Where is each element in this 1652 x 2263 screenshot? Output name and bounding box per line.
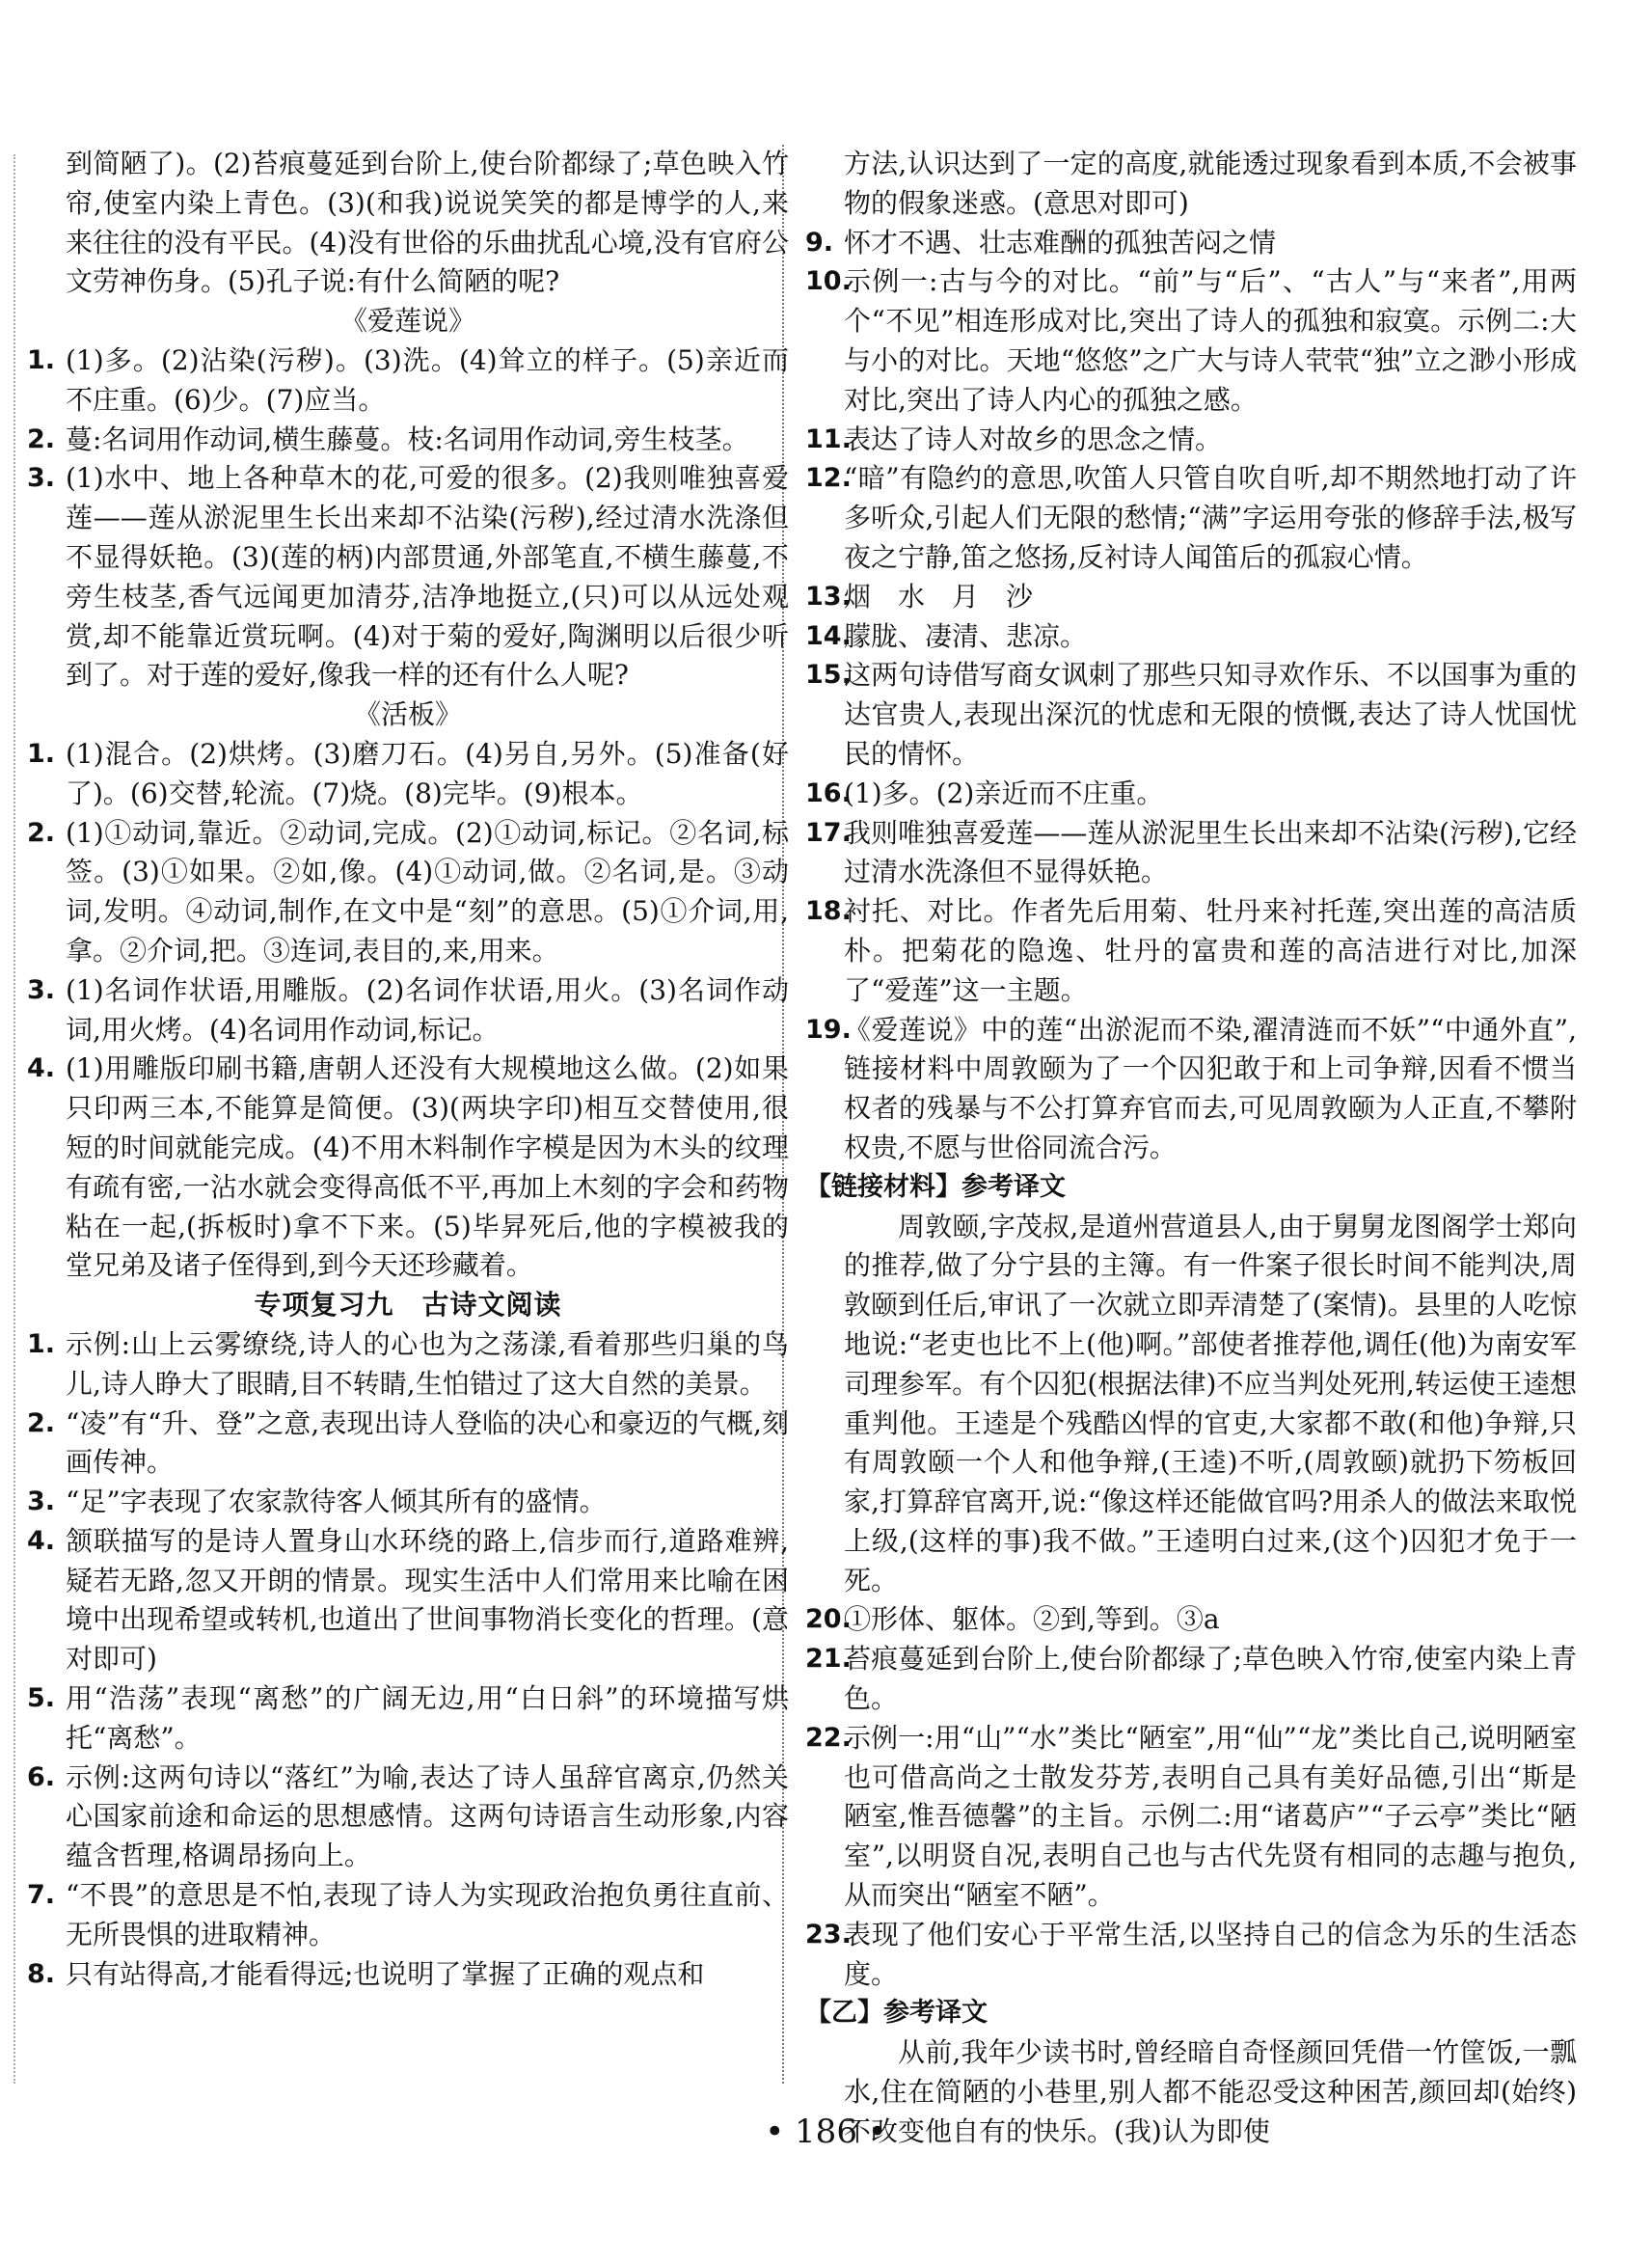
answer-number: 19. xyxy=(805,1014,852,1045)
answer-text: “凌”有“升、登”之意,表现出诗人登临的决心和豪迈的气概,刻画传神。 xyxy=(66,1406,789,1479)
answer-number: 2. xyxy=(27,423,56,454)
answer-number: 21. xyxy=(805,1644,852,1675)
answer-item xyxy=(805,892,1577,1010)
answer-item xyxy=(27,735,789,814)
answer-text: (1)多。(2)亲近而不庄重。 xyxy=(844,777,1164,809)
left-column xyxy=(27,145,789,1994)
review-answers xyxy=(27,1325,789,1995)
answer-number: 10. xyxy=(805,266,852,297)
answer-number: 17. xyxy=(805,817,852,848)
answer-item xyxy=(27,421,789,460)
continued-translation: 到简陋了)。(2)苔痕蔓延到台阶上,使台阶都绿了;草色映入竹帘,使室内染上青色。(3)(和我)说说笑笑的都是博学的人,来来往往的没有平民。(4)没有世俗的乐曲扰乱心境,没有官府公文劳神伤身。(5)孔子说:有什么简陋的呢? xyxy=(66,148,789,298)
answer-text: 苔痕蔓延到台阶上,使台阶都绿了;草色映入竹帘,使室内染上青色。 xyxy=(844,1643,1577,1715)
answer-number: 11. xyxy=(805,423,852,454)
answer-item xyxy=(27,1404,789,1484)
binding-edge-dots xyxy=(14,154,15,2084)
answer-item xyxy=(805,1719,1577,1916)
answer-item xyxy=(805,617,1577,657)
answer-number: 22. xyxy=(805,1722,852,1753)
right-answers-b xyxy=(805,1600,1577,1994)
answer-number: 1. xyxy=(27,1328,56,1359)
answer-item xyxy=(27,1325,789,1404)
answer-item xyxy=(805,814,1577,893)
answer-item xyxy=(805,224,1577,263)
answer-item xyxy=(805,656,1577,774)
answer-number: 8. xyxy=(27,1958,56,1989)
answer-number: 18. xyxy=(805,896,852,927)
answer-number: 3. xyxy=(27,463,56,494)
answer-text: 烟 水 月 沙 xyxy=(844,580,1034,613)
answer-number: 16. xyxy=(805,777,852,808)
answer-item xyxy=(805,775,1577,814)
answer-number: 4. xyxy=(27,1525,56,1556)
section-title-review: 专项复习九 古诗文阅读 xyxy=(254,1289,562,1322)
answer-text: 朦胧、凄清、悲凉。 xyxy=(844,619,1088,652)
answer-number: 13. xyxy=(805,581,852,612)
page-number: • 186 • xyxy=(765,2113,887,2151)
answer-item xyxy=(27,1876,789,1955)
answer-item xyxy=(805,1640,1577,1719)
answer-text: 这两句诗借写商女讽刺了那些只知寻欢作乐、不以国事为重的达官贵人,表现出深沉的忧虑和无限的愤慨,表达了诗人忧国忧民的情怀。 xyxy=(844,659,1577,770)
answer-text: 只有站得高,才能看得远;也说明了掌握了正确的观点和 xyxy=(66,1957,705,1990)
answer-text: 我则唯独喜爱莲——莲从淤泥里生长出来却不沾染(污秽),它经过清水洗涤但不显得妖艳。 xyxy=(844,816,1577,888)
answer-text: (1)名词作状语,用雕版。(2)名词作状语,用火。(3)名词作动词,用火烤。(4)名词用作动词,标记。 xyxy=(66,973,789,1046)
answer-text: 蔓:名词用作动词,横生藤蔓。枝:名词用作动词,旁生枝茎。 xyxy=(66,423,749,455)
section-title-ailian: 《爱莲说》 xyxy=(339,305,475,338)
answer-text: 用“浩荡”表现“离愁”的广阔无边,用“白日斜”的环境描写烘托“离愁”。 xyxy=(66,1682,789,1754)
answer-text: “不畏”的意思是不怕,表现了诗人为实现政治抱负勇往直前、无所畏惧的进取精神。 xyxy=(66,1879,789,1950)
answer-item xyxy=(27,459,789,695)
continued-answer: 方法,认识达到了一定的高度,就能透过现象看到本质,不会被事物的假象迷惑。(意思对即可) xyxy=(844,148,1577,219)
yi-translation-text: 从前,我年少读书时,曾经暗自奇怪颜回凭借一竹筐饭,一瓢水,住在简陋的小巷里,别人都不能忍受这种困苦,颜回却(始终)不改变他自有的快乐。(我)认为即使 xyxy=(844,2036,1577,2147)
link-material-title: 【链接材料】参考译文 xyxy=(805,1171,1066,1202)
answer-number: 3. xyxy=(27,974,56,1005)
answer-number: 1. xyxy=(27,738,56,769)
answer-item xyxy=(27,1483,789,1522)
answer-item xyxy=(805,1916,1577,1995)
answer-text: 衬托、对比。作者先后用菊、牡丹来衬托莲,突出莲的高洁质朴。把菊花的隐逸、牡丹的富贵和莲的高洁进行对比,加深了“爱莲”这一主题。 xyxy=(844,895,1577,1006)
answer-text: 颔联描写的是诗人置身山水环绕的路上,信步而行,道路难辨,疑若无路,忽又开朗的情景。现实生活中人们常用来比喻在困境中出现希望或转机,也道出了世间事物消长变化的哲理。(意对即可) xyxy=(66,1524,789,1676)
answer-text: (1)混合。(2)烘烤。(3)磨刀石。(4)另自,另外。(5)准备(好了)。(6)交替,轮流。(7)烧。(8)完毕。(9)根本。 xyxy=(66,737,789,809)
answer-number: 3. xyxy=(27,1486,56,1517)
answer-item xyxy=(27,1522,789,1679)
answer-item xyxy=(27,971,789,1050)
answer-item xyxy=(27,814,789,971)
answer-item xyxy=(27,1759,789,1876)
answer-item xyxy=(805,1600,1577,1640)
answer-item xyxy=(805,1011,1577,1168)
answer-item xyxy=(805,459,1577,577)
answer-item xyxy=(27,1955,789,1995)
answer-number: 9. xyxy=(805,227,834,258)
answer-text: (1)用雕版印刷书籍,唐朝人还没有大规模地这么做。(2)如果只印两三本,不能算是简便。(3)(两块字印)相互交替使用,很短的时间就能完成。(4)不用木料制作字模是因为木头的纹理有疏有密,一沾水就会变得高低不平,再加上木刻的字会和药物粘在一起,(拆板时)拿不下来。(5)毕昇死后,他的字模被我的堂兄弟及诸子侄得到,到今天还珍藏着。 xyxy=(66,1052,789,1282)
huoban-answers xyxy=(27,735,789,1286)
answer-text: 怀才不遇、壮志难酬的孤独苦闷之情 xyxy=(844,226,1277,259)
answer-item xyxy=(27,1679,789,1759)
right-column xyxy=(805,145,1577,2152)
answer-text: 表现了他们安心于平常生活,以坚持自己的信念为乐的生活态度。 xyxy=(844,1918,1577,1990)
answer-number: 2. xyxy=(27,817,56,848)
answer-text: “足”字表现了农家款待客人倾其所有的盛情。 xyxy=(66,1486,607,1518)
answer-number: 15. xyxy=(805,660,852,691)
right-answers-a xyxy=(805,224,1577,1168)
answer-item xyxy=(805,421,1577,460)
ailian-answers xyxy=(27,341,789,695)
answer-text: 示例一:用“山”“水”类比“陋室”,用“仙”“龙”类比自己,说明陋室也可借高尚之士散发芬芳,表明自己具有美好品德,引出“斯是陋室,惟吾德馨”的主旨。示例二:用“诸葛庐”“子云亭”类比“陋室”,以明贤自况,表明自己也与古代先贤有相同的志趣与抱负,从而突出“陋室不陋”。 xyxy=(844,1721,1577,1912)
answer-item xyxy=(27,1050,789,1286)
answer-number: 23. xyxy=(805,1919,852,1949)
answer-text: “暗”有隐约的意思,吹笛人只管自吹自听,却不期然地打动了许多听众,引起人们无限的愁情;“满”字运用夸张的修辞手法,极写夜之宁静,笛之悠扬,反衬诗人闻笛后的孤寂心情。 xyxy=(844,462,1577,573)
answer-number: 4. xyxy=(27,1053,56,1084)
answer-item xyxy=(805,578,1577,617)
section-title-huoban: 《活板》 xyxy=(353,698,462,731)
answer-text: 示例一:古与今的对比。“前”与“后”、“古人”与“来者”,用两个“不见”相连形成对比,突出了诗人的孤独和寂寞。示例二:大与小的对比。天地“悠悠”之广大与诗人茕茕“独”立之渺小形成对比,突出了诗人内心的孤独之感。 xyxy=(844,265,1577,416)
answer-number: 6. xyxy=(27,1761,56,1792)
link-material-translation: 周敦颐,字茂叔,是道州营道县人,由于舅舅龙图阁学士郑向的推荐,做了分宁县的主簿。有一件案子很长时间不能判决,周敦颐到任后,审讯了一次就立即弄清楚了(案情)。县里的人吃惊地说:“老吏也比不上(他)啊。”部使者推荐他,调任(他)为南安军司理参军。有个囚犯(根据法律)不应当判处死刑,转运使王逵想重判他。王逵是个残酷凶悍的官吏,大家都不敢(和他)争辩,只有周敦颐一个人和他争辩,(王逵)不听,(周敦颐)就扔下笏板回家,打算辞官离开,说:“像这样还能做官吗?用杀人的做法来取悦上级,(这样的事)我不做。”王逵明白过来,(这个)囚犯才免于一死。 xyxy=(844,1210,1577,1596)
answer-number: 1. xyxy=(27,344,56,375)
answer-text: 示例:这两句诗以“落红”为喻,表达了诗人虽辞官离京,仍然关心国家前途和命运的思想感情。这两句诗语言生动形象,内容蕴含哲理,格调昂扬向上。 xyxy=(66,1760,789,1872)
answer-text: 表达了诗人对故乡的思念之情。 xyxy=(844,423,1223,455)
answer-number: 5. xyxy=(27,1683,56,1714)
answer-number: 7. xyxy=(27,1880,56,1911)
answer-number: 2. xyxy=(27,1407,56,1438)
answer-item xyxy=(27,341,789,421)
answer-item xyxy=(805,262,1577,420)
yi-translation-title: 【乙】参考译文 xyxy=(805,1998,988,2029)
answer-number: 12. xyxy=(805,463,852,494)
answer-text: 《爱莲说》中的莲“出淤泥而不染,濯清涟而不妖”“中通外直”,链接材料中周敦颐为了一个囚犯敢于和上司争辩,因看不惯当权者的残暴与不公打算弃官而去,可见周敦颐为人正直,不攀附权贵,不愿与世俗同流合污。 xyxy=(844,1013,1577,1163)
answer-text: (1)①动词,靠近。②动词,完成。(2)①动词,标记。②名词,标签。(3)①如果。②如,像。(4)①动词,做。②名词,是。③动词,发明。④动词,制作,在文中是“刻”的意思。(5)①介词,用,拿。②介词,把。③连词,表目的,来,用来。 xyxy=(66,816,789,967)
answer-text: (1)水中、地上各种草木的花,可爱的很多。(2)我则唯独喜爱莲——莲从淤泥里生长出来却不沾染(污秽),经过清水洗涤但不显得妖艳。(3)(莲的柄)内部贯通,外部笔直,不横生藤蔓,不旁生枝茎,香气远闻更加清芬,洁净地挺立,(只)可以从远处观赏,却不能靠近赏玩啊。(4)对于菊的爱好,陶渊明以后很少听到了。对于莲的爱好,像我一样的还有什么人呢? xyxy=(66,462,789,692)
answer-number: 14. xyxy=(805,620,852,651)
answer-text: 示例:山上云雾缭绕,诗人的心也为之荡漾,看着那些归巢的鸟儿,诗人睁大了眼睛,目不转睛,生怕错过了这大自然的美景。 xyxy=(66,1327,789,1400)
answer-text: (1)多。(2)沾染(污秽)。(3)洗。(4)耸立的样子。(5)亲近而不庄重。(6)少。(7)应当。 xyxy=(66,343,789,416)
answer-text: ①形体、躯体。②到,等到。③a xyxy=(844,1603,1220,1636)
answer-number: 20. xyxy=(805,1604,852,1635)
